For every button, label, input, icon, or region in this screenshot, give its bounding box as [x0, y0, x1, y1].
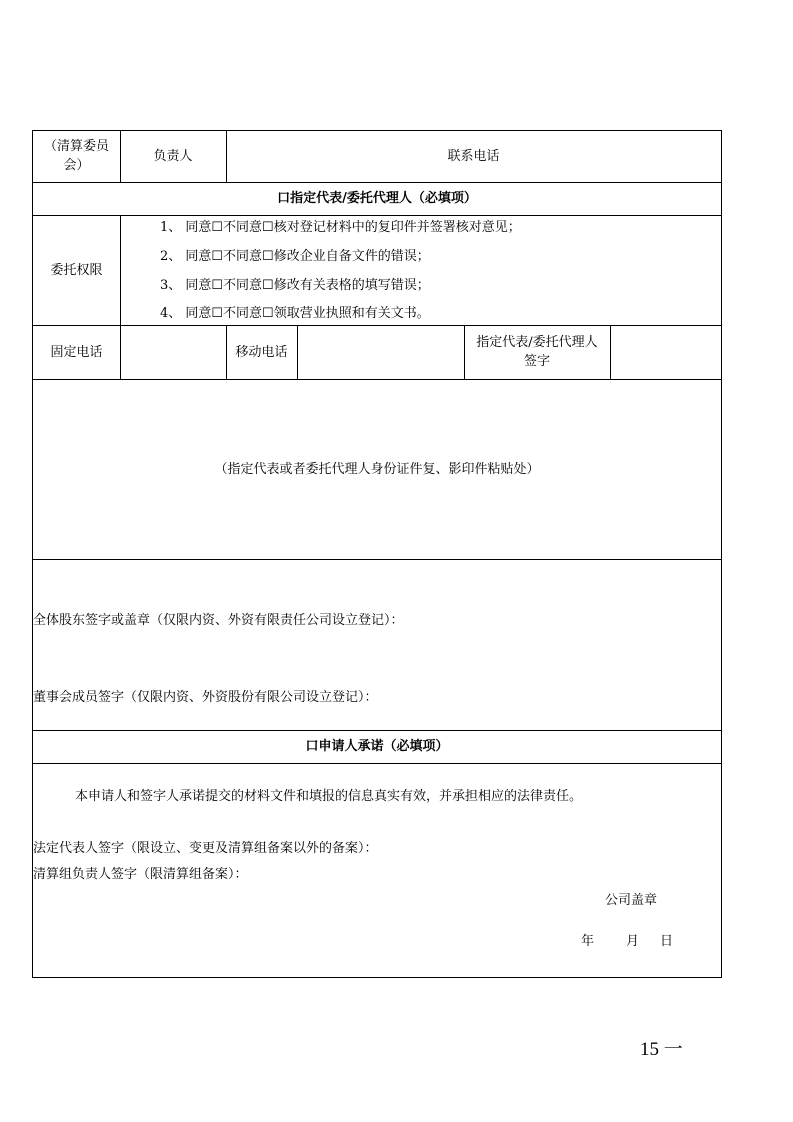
- registration-form-table: [32, 130, 722, 978]
- committee-label-line2: 会）: [63, 158, 90, 173]
- row-divider: [33, 215, 721, 216]
- agent-signature-label: [464, 333, 610, 371]
- authority-item: 3、 同意☐不同意☐修改有关表格的填写错误；: [160, 278, 430, 293]
- committee-label: [33, 137, 120, 175]
- row-divider: [33, 559, 721, 560]
- legal-rep-signature-label: 法定代表人签字（限设立、变更及清算组备案以外的备案）：: [33, 841, 378, 856]
- agent-section-title: 口指定代表/委托代理人（必填项）: [277, 191, 477, 206]
- authority-item: 4、 同意☐不同意☐领取营业执照和有关文书。: [160, 306, 430, 321]
- id-copy-paste-note: （指定代表或者委托代理人身份证件复、影印件粘贴处）: [214, 462, 540, 477]
- date-day: 日: [660, 934, 674, 949]
- row-divider: [33, 182, 721, 183]
- date-year: 年: [581, 934, 595, 949]
- authority-item: 2、 同意☐不同意☐修改企业自备文件的错误；: [160, 249, 430, 264]
- commitment-statement: 本申请人和签字人承诺提交的材料文件和填报的信息真实有效，并承担相应的法律责任。: [75, 789, 583, 804]
- liquidation-group-signature-label: 清算组负责人签字（限清算组备案）：: [33, 867, 248, 882]
- board-members-signature-label: 董事会成员签字（仅限内资、外资股份有限公司设立登记）：: [33, 690, 378, 705]
- page-number: 15 一: [640, 1039, 683, 1060]
- row-divider: [33, 325, 721, 326]
- col-divider: [120, 215, 121, 379]
- agent-signature-label-line1: 指定代表/委托代理人: [476, 335, 598, 350]
- row-divider: [33, 379, 721, 380]
- col-divider: [297, 325, 298, 379]
- col-divider: [610, 325, 611, 379]
- date-month: 月: [626, 934, 640, 949]
- row-divider: [33, 763, 721, 764]
- committee-label-line1: （清算委员: [43, 139, 109, 154]
- authority-item: 1、 同意☐不同意☐核对登记材料中的复印件并签署核对意见；: [160, 220, 521, 235]
- mobile-label: 移动电话: [235, 345, 288, 360]
- agent-signature-label-line2: 签字: [523, 354, 550, 369]
- landline-label: 固定电话: [50, 345, 103, 360]
- authority-label: 委托权限: [50, 263, 103, 278]
- applicant-section-title: 口申请人承诺（必填项）: [305, 739, 449, 754]
- responsible-person-label: 负责人: [153, 149, 193, 164]
- contact-phone-label: 联系电话: [447, 149, 500, 164]
- row-divider: [33, 730, 721, 731]
- company-seal-label: 公司盖章: [605, 893, 658, 908]
- shareholders-signature-label: 全体股东签字或盖章（仅限内资、外资有限责任公司设立登记）：: [33, 613, 404, 628]
